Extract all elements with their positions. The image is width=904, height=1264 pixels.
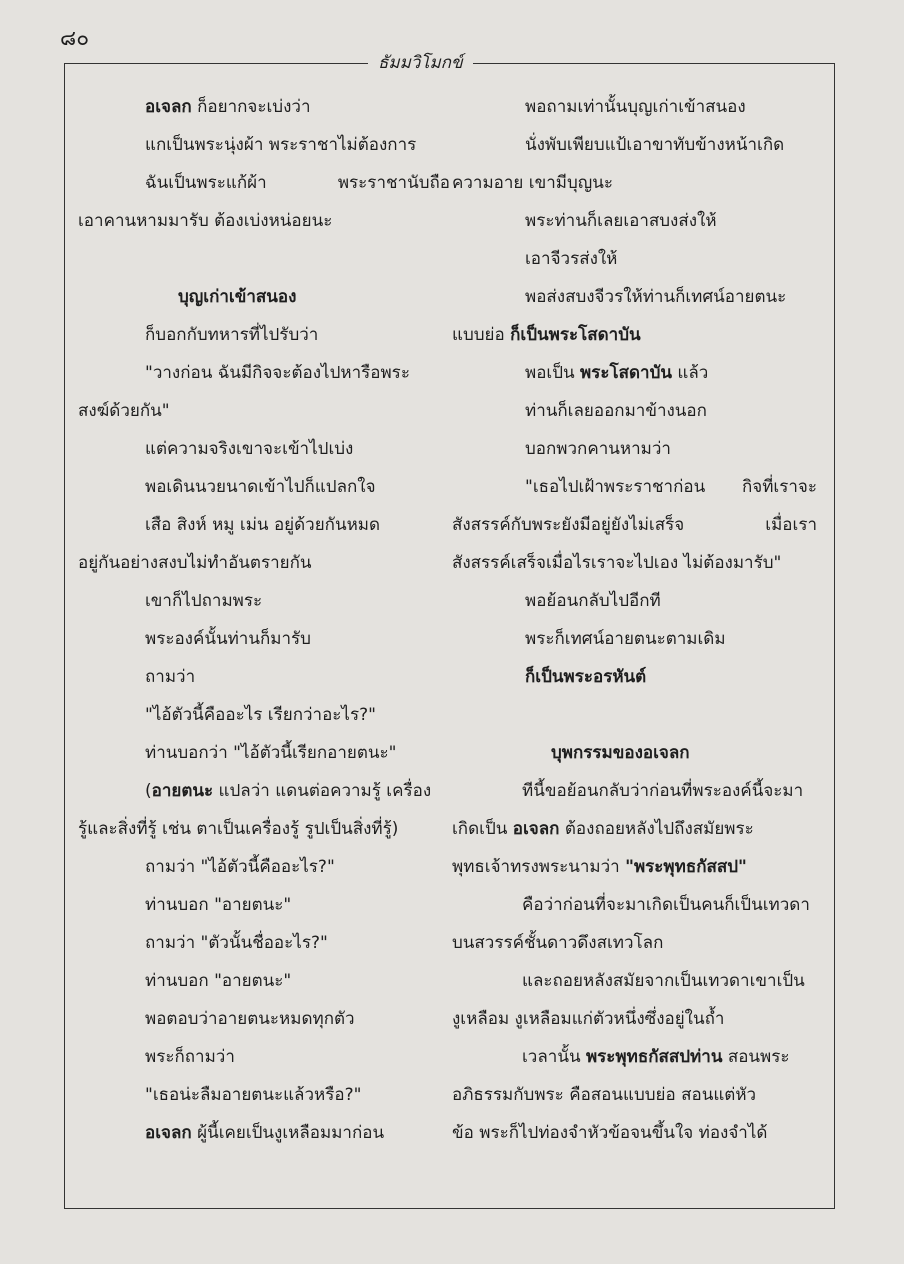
text-line: อภิธรรมกับพระ คือสอนแบบย่อ สอนแต่หัว <box>452 1085 757 1105</box>
text-span: เกิดเป็น <box>452 819 513 839</box>
text-line: เสือ สิงห์ หมู เม่น อยู่ด้วยกันหมด <box>145 515 381 535</box>
bold-term: อเจลก <box>145 1123 192 1143</box>
bold-term: อเจลก <box>145 97 192 117</box>
text-line: พอตอบว่าอายตนะหมดทุกตัว <box>145 1009 355 1029</box>
text-line: พอย้อนกลับไปอีกที <box>525 591 661 611</box>
text-line: บอกพวกคานหามว่า <box>525 439 671 459</box>
text-line: "วางก่อน ฉันมีกิจจะต้องไปหารือพระ <box>145 363 410 383</box>
text-span: ต้องถอยหลังไปถึงสมัยพระ <box>559 819 754 839</box>
text-line <box>452 848 817 886</box>
text-line: ก็บอกกับทหารที่ไปรับว่า <box>145 325 319 345</box>
text-line: ท่านก็เลยออกมาข้างนอก <box>525 401 707 421</box>
text-span: แล้ว <box>672 363 709 383</box>
text-span: พระราชานับถือ <box>337 173 450 193</box>
text-line: ข้อ พระก็ไปท่องจำหัวข้อจนขึ้นใจ ท่องจำได้ <box>452 1123 768 1143</box>
right-column <box>452 88 817 1152</box>
text-line: สงฆ์ด้วยกัน" <box>78 401 170 421</box>
text-line: ท่านบอกว่า "ไอ้ตัวนี้เรียกอายตนะ" <box>145 743 397 763</box>
text-line: พอถามเท่านั้นบุญเก่าเข้าสนอง <box>525 97 746 117</box>
text-line: ถามว่า <box>145 667 196 687</box>
bold-term: "พระพุทธกัสสป" <box>625 857 747 877</box>
section-heading: บุญเก่าเข้าสนอง <box>178 287 297 307</box>
text-line: ท่านบอก "อายตนะ" <box>145 895 292 915</box>
text-span: กิจที่เราจะ <box>741 477 817 497</box>
text-line <box>452 810 817 848</box>
text-line: รู้และสิ่งที่รู้ เช่น ตาเป็นเครื่องรู้ รูปเป็นสิ่งที่รู้) <box>78 819 399 839</box>
text-line: พระก็ถามว่า <box>145 1047 235 1067</box>
text-span: พุทธเจ้าทรงพระนามว่า <box>452 857 626 877</box>
text-line: แต่ความจริงเขาจะเข้าไปเบ่ง <box>145 439 354 459</box>
bold-term: พระพุทธกัสสปท่าน <box>585 1047 723 1067</box>
text-span: พอเป็น <box>525 363 581 383</box>
bold-term: ก็เป็นพระโสดาบัน <box>510 325 641 345</box>
page-number: ๘๐ <box>60 26 90 50</box>
text-line: ท่านบอก "อายตนะ" <box>145 971 292 991</box>
running-head: ธัมมวิโมกข์ <box>368 50 473 76</box>
text-line: "เธอน่ะลืมอายตนะแล้วหรือ?" <box>145 1085 362 1105</box>
text-line: สังสรรค์เสร็จเมื่อไรเราจะไปเอง ไม่ต้องมารับ" <box>452 553 782 573</box>
text-span: "เธอไปเฝ้าพระราชาก่อน <box>525 477 706 497</box>
text-line: พระองค์นั้นท่านก็มารับ <box>145 629 311 649</box>
text-line: เขาก็ไปถามพระ <box>145 591 263 611</box>
text-line: บนสวรรค์ชั้นดาวดึงสเทวโลก <box>452 933 664 953</box>
text-span: แปลว่า แดนต่อความรู้ เครื่อง <box>213 781 432 801</box>
text-line: พระท่านก็เลยเอาสบงส่งให้ <box>525 211 717 231</box>
text-line <box>78 164 450 202</box>
text-line: พอเดินนวยนาดเข้าไปก็แปลกใจ <box>145 477 376 497</box>
text-line <box>78 88 450 126</box>
bold-term: พระโสดาบัน <box>580 363 673 383</box>
text-span: ( <box>145 781 152 801</box>
text-line: ก็เป็นพระอรหันต์ <box>525 667 647 687</box>
text-line <box>78 772 450 810</box>
text-line: ความอาย เขามีบุญนะ <box>452 173 614 193</box>
text-span: ฉันเป็นพระแก้ผ้า <box>145 173 267 193</box>
text-span: เวลานั้น <box>522 1047 586 1067</box>
section-heading: บุพกรรมของอเจลก <box>551 743 690 763</box>
text-line: งูเหลือม งูเหลือมแก่ตัวหนึ่งซึ่งอยู่ในถ้ำ <box>452 1009 725 1029</box>
bold-term: อายตนะ <box>151 781 214 801</box>
text-line <box>452 354 817 392</box>
text-line: พระก็เทศน์อายตนะตามเดิม <box>525 629 726 649</box>
text-line: แกเป็นพระนุ่งผ้า พระราชาไม่ต้องการ <box>145 135 417 155</box>
text-span: ผู้นี้เคยเป็นงูเหลือมมาก่อน <box>191 1123 385 1143</box>
text-line: ทีนี้ขอย้อนกลับว่าก่อนที่พระองค์นี้จะมา <box>522 781 804 801</box>
text-line: เอาคานหามมารับ ต้องเบ่งหน่อยนะ <box>78 211 333 231</box>
left-column <box>78 88 450 1152</box>
text-span: เมื่อเรา <box>765 515 817 535</box>
text-line <box>452 468 817 506</box>
text-span: สังสรรค์กับพระยังมีอยู่ยังไม่เสร็จ <box>452 515 685 535</box>
text-span: สอนพระ <box>722 1047 790 1067</box>
text-line: "ไอ้ตัวนี้คืออะไร เรียกว่าอะไร?" <box>145 705 376 725</box>
text-line <box>452 506 817 544</box>
bold-term: อเจลก <box>512 819 560 839</box>
text-line: ถามว่า "ไอ้ตัวนี้คืออะไร?" <box>145 857 335 877</box>
text-line: นั่งพับเพียบแป้เอาขาทับข้างหน้าเกิด <box>525 135 785 155</box>
text-line <box>452 316 817 354</box>
text-line: อยู่กันอย่างสงบไม่ทำอันตรายกัน <box>78 553 312 573</box>
text-line <box>452 1038 817 1076</box>
text-line: และถอยหลังสมัยจากเป็นเทวดาเขาเป็น <box>522 971 805 991</box>
text-line: ถามว่า "ตัวนั้นชื่ออะไร?" <box>145 933 328 953</box>
text-span: แบบย่อ <box>452 325 511 345</box>
text-line: เอาจีวรส่งให้ <box>525 249 618 269</box>
text-line: พอส่งสบงจีวรให้ท่านก็เทศน์อายตนะ <box>525 287 787 307</box>
text-span: ก็อยากจะเบ่งว่า <box>191 97 311 117</box>
text-line: คือว่าก่อนที่จะมาเกิดเป็นคนก็เป็นเทวดา <box>522 895 810 915</box>
text-line <box>78 1114 450 1152</box>
